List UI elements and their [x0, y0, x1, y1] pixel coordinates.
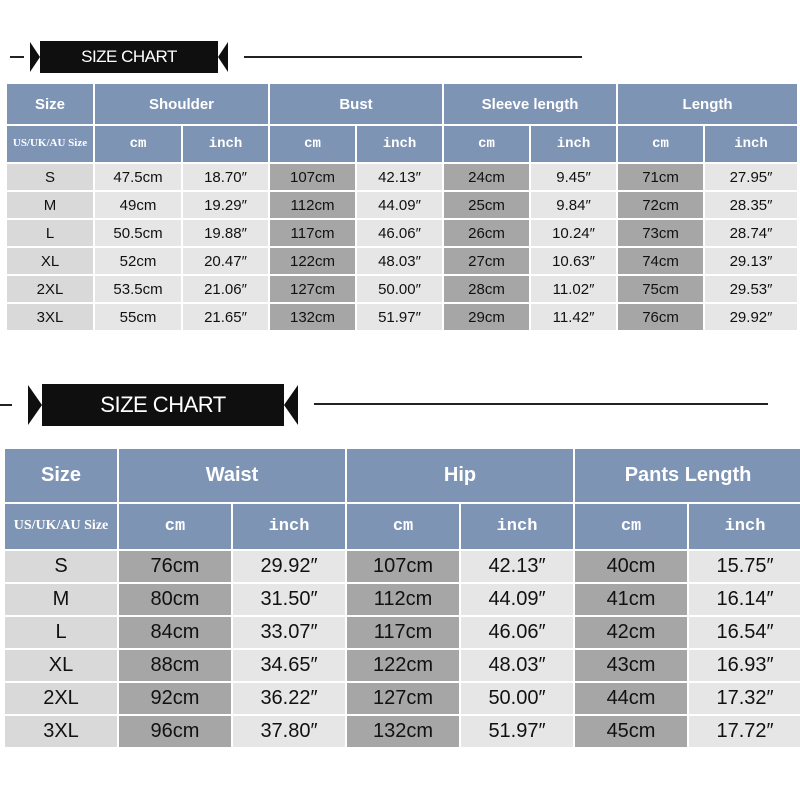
table-row	[5, 650, 800, 681]
banner-notch-left	[28, 385, 42, 425]
length-inch-cell: 29.13″	[705, 248, 797, 274]
size-cell: XL	[5, 650, 117, 681]
banner-notch-left	[30, 42, 40, 72]
unit-cm: cm	[270, 126, 355, 162]
unit-inch: inch	[689, 504, 800, 549]
unit-cm: cm	[618, 126, 703, 162]
pants-cm-cell: 40cm	[575, 551, 687, 582]
hip-cm-cell: 132cm	[347, 716, 459, 747]
bust-inch-cell: 51.97″	[357, 304, 442, 330]
hip-cm-cell: 127cm	[347, 683, 459, 714]
pants-inch-cell: 15.75″	[689, 551, 800, 582]
size-system-label: US/UK/AU Size	[5, 504, 117, 549]
waist-inch-cell: 33.07″	[233, 617, 345, 648]
length-cm-cell: 73cm	[618, 220, 703, 246]
size-cell: L	[5, 617, 117, 648]
bust-inch-cell: 42.13″	[357, 164, 442, 190]
waist-cm-cell: 92cm	[119, 683, 231, 714]
bust-cm-cell: 132cm	[270, 304, 355, 330]
header-length: Length	[618, 84, 797, 124]
bust-cm-cell: 127cm	[270, 276, 355, 302]
table-row	[5, 716, 800, 747]
table-row	[5, 683, 800, 714]
banner-title: SIZE CHART	[40, 41, 218, 73]
waist-cm-cell: 88cm	[119, 650, 231, 681]
waist-inch-cell: 29.92″	[233, 551, 345, 582]
waist-cm-cell: 76cm	[119, 551, 231, 582]
bust-inch-cell: 48.03″	[357, 248, 442, 274]
size-cell: 3XL	[7, 304, 93, 330]
hip-inch-cell: 42.13″	[461, 551, 573, 582]
header-size: Size	[7, 84, 93, 124]
table-row	[7, 276, 797, 302]
shoulder-cm-cell: 55cm	[95, 304, 181, 330]
table-row	[7, 220, 797, 246]
pants-inch-cell: 16.14″	[689, 584, 800, 615]
pants-cm-cell: 41cm	[575, 584, 687, 615]
table-row	[5, 551, 800, 582]
table-row	[7, 164, 797, 190]
unit-inch: inch	[531, 126, 616, 162]
table-row	[5, 617, 800, 648]
shoulder-cm-cell: 52cm	[95, 248, 181, 274]
waist-cm-cell: 96cm	[119, 716, 231, 747]
sleeve-inch-cell: 11.42″	[531, 304, 616, 330]
shoulder-inch-cell: 19.88″	[183, 220, 268, 246]
sleeve-cm-cell: 29cm	[444, 304, 529, 330]
waist-inch-cell: 37.80″	[233, 716, 345, 747]
header-hip: Hip	[347, 449, 573, 502]
bust-cm-cell: 117cm	[270, 220, 355, 246]
unit-inch: inch	[705, 126, 797, 162]
bust-cm-cell: 112cm	[270, 192, 355, 218]
sleeve-inch-cell: 10.24″	[531, 220, 616, 246]
size-cell: XL	[7, 248, 93, 274]
size-cell: M	[7, 192, 93, 218]
sleeve-cm-cell: 28cm	[444, 276, 529, 302]
unit-cm: cm	[95, 126, 181, 162]
banner-notch-right	[284, 385, 298, 425]
sleeve-inch-cell: 10.63″	[531, 248, 616, 274]
shoulder-cm-cell: 47.5cm	[95, 164, 181, 190]
pants-inch-cell: 16.54″	[689, 617, 800, 648]
length-cm-cell: 75cm	[618, 276, 703, 302]
length-inch-cell: 29.92″	[705, 304, 797, 330]
hip-inch-cell: 46.06″	[461, 617, 573, 648]
table-row	[7, 192, 797, 218]
shoulder-inch-cell: 20.47″	[183, 248, 268, 274]
length-cm-cell: 72cm	[618, 192, 703, 218]
size-cell: L	[7, 220, 93, 246]
length-cm-cell: 76cm	[618, 304, 703, 330]
bust-inch-cell: 50.00″	[357, 276, 442, 302]
top-size-chart-table	[5, 82, 799, 332]
size-system-label: US/UK/AU Size	[7, 126, 93, 162]
banner-rule	[244, 56, 582, 58]
sleeve-inch-cell: 9.45″	[531, 164, 616, 190]
pants-inch-cell: 17.32″	[689, 683, 800, 714]
shoulder-inch-cell: 21.65″	[183, 304, 268, 330]
unit-cm: cm	[575, 504, 687, 549]
banner-notch-right	[218, 42, 228, 72]
hip-cm-cell: 107cm	[347, 551, 459, 582]
table-row	[7, 248, 797, 274]
banner-title: SIZE CHART	[42, 384, 284, 426]
length-cm-cell: 71cm	[618, 164, 703, 190]
shoulder-cm-cell: 53.5cm	[95, 276, 181, 302]
shoulder-inch-cell: 19.29″	[183, 192, 268, 218]
pants-size-chart-table	[3, 447, 800, 749]
hip-cm-cell: 112cm	[347, 584, 459, 615]
table-row	[5, 584, 800, 615]
shoulder-cm-cell: 50.5cm	[95, 220, 181, 246]
hip-inch-cell: 48.03″	[461, 650, 573, 681]
banner-dash	[0, 404, 12, 406]
size-cell: M	[5, 584, 117, 615]
header-pants-length: Pants Length	[575, 449, 800, 502]
pants-cm-cell: 44cm	[575, 683, 687, 714]
banner-rule	[314, 403, 768, 405]
pants-cm-cell: 45cm	[575, 716, 687, 747]
shoulder-inch-cell: 18.70″	[183, 164, 268, 190]
size-cell: S	[5, 551, 117, 582]
hip-inch-cell: 51.97″	[461, 716, 573, 747]
pants-cm-cell: 43cm	[575, 650, 687, 681]
waist-inch-cell: 34.65″	[233, 650, 345, 681]
sleeve-inch-cell: 11.02″	[531, 276, 616, 302]
pants-inch-cell: 16.93″	[689, 650, 800, 681]
unit-inch: inch	[461, 504, 573, 549]
size-cell: 3XL	[5, 716, 117, 747]
hip-inch-cell: 50.00″	[461, 683, 573, 714]
unit-cm: cm	[347, 504, 459, 549]
bust-inch-cell: 46.06″	[357, 220, 442, 246]
size-cell: 2XL	[7, 276, 93, 302]
unit-cm: cm	[444, 126, 529, 162]
sleeve-cm-cell: 24cm	[444, 164, 529, 190]
sleeve-cm-cell: 27cm	[444, 248, 529, 274]
shoulder-inch-cell: 21.06″	[183, 276, 268, 302]
length-inch-cell: 29.53″	[705, 276, 797, 302]
header-size: Size	[5, 449, 117, 502]
unit-inch: inch	[183, 126, 268, 162]
waist-cm-cell: 80cm	[119, 584, 231, 615]
shoulder-cm-cell: 49cm	[95, 192, 181, 218]
waist-inch-cell: 36.22″	[233, 683, 345, 714]
bust-cm-cell: 107cm	[270, 164, 355, 190]
hip-cm-cell: 117cm	[347, 617, 459, 648]
unit-cm: cm	[119, 504, 231, 549]
waist-cm-cell: 84cm	[119, 617, 231, 648]
unit-inch: inch	[233, 504, 345, 549]
header-shoulder: Shoulder	[95, 84, 268, 124]
hip-inch-cell: 44.09″	[461, 584, 573, 615]
length-cm-cell: 74cm	[618, 248, 703, 274]
header-bust: Bust	[270, 84, 442, 124]
size-cell: S	[7, 164, 93, 190]
length-inch-cell: 28.35″	[705, 192, 797, 218]
bust-inch-cell: 44.09″	[357, 192, 442, 218]
sleeve-cm-cell: 26cm	[444, 220, 529, 246]
pants-cm-cell: 42cm	[575, 617, 687, 648]
unit-inch: inch	[357, 126, 442, 162]
header-waist: Waist	[119, 449, 345, 502]
banner-dash	[10, 56, 24, 58]
header-sleeve-length: Sleeve length	[444, 84, 616, 124]
size-cell: 2XL	[5, 683, 117, 714]
sleeve-cm-cell: 25cm	[444, 192, 529, 218]
bust-cm-cell: 122cm	[270, 248, 355, 274]
sleeve-inch-cell: 9.84″	[531, 192, 616, 218]
length-inch-cell: 28.74″	[705, 220, 797, 246]
hip-cm-cell: 122cm	[347, 650, 459, 681]
pants-inch-cell: 17.72″	[689, 716, 800, 747]
table-row	[7, 304, 797, 330]
length-inch-cell: 27.95″	[705, 164, 797, 190]
waist-inch-cell: 31.50″	[233, 584, 345, 615]
